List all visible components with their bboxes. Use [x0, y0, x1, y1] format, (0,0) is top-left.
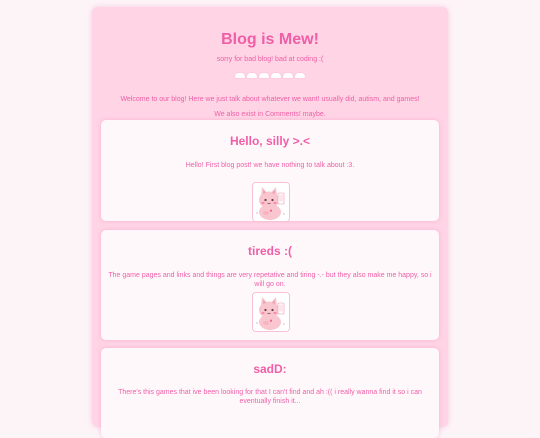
paw-icon [235, 73, 245, 78]
post-title: tireds :( [247, 244, 292, 258]
blog-post [101, 348, 439, 438]
post-title: sadD: [253, 362, 287, 376]
intro-text-comments: We also exist in Comments! maybe. [214, 111, 326, 118]
cat-phone-icon [252, 292, 290, 332]
blog-container [92, 7, 448, 427]
blog-title: Blog is Mew! [221, 31, 319, 48]
intro-text: Welcome to our blog! Here we just talk about whatever we want! usually did, autism, and games! [120, 96, 420, 103]
post-body: There's this games that ive been looking for that I can't find and ah :(( i really wanna find it so i can eventually finish it... [118, 389, 422, 405]
post-title: Hello, silly >.< [229, 134, 311, 148]
blog-post [101, 120, 439, 221]
blog-post [101, 230, 439, 340]
paw-divider [92, 73, 448, 83]
post-body: The game pages and links and things are very repetative and tiring -.- but they also make me happy, so i will go on. [108, 272, 432, 288]
paw-icon [259, 73, 269, 78]
blog-subtitle: sorry for bad blog! bad at coding :( [216, 56, 324, 63]
cat-phone-icon [252, 182, 290, 222]
paw-icon [283, 73, 293, 78]
paw-icon [247, 73, 257, 78]
paw-icon [271, 73, 281, 78]
paw-icon [295, 73, 305, 78]
post-body: Hello! First blog post! we have nothing to talk about :3. [185, 162, 355, 169]
